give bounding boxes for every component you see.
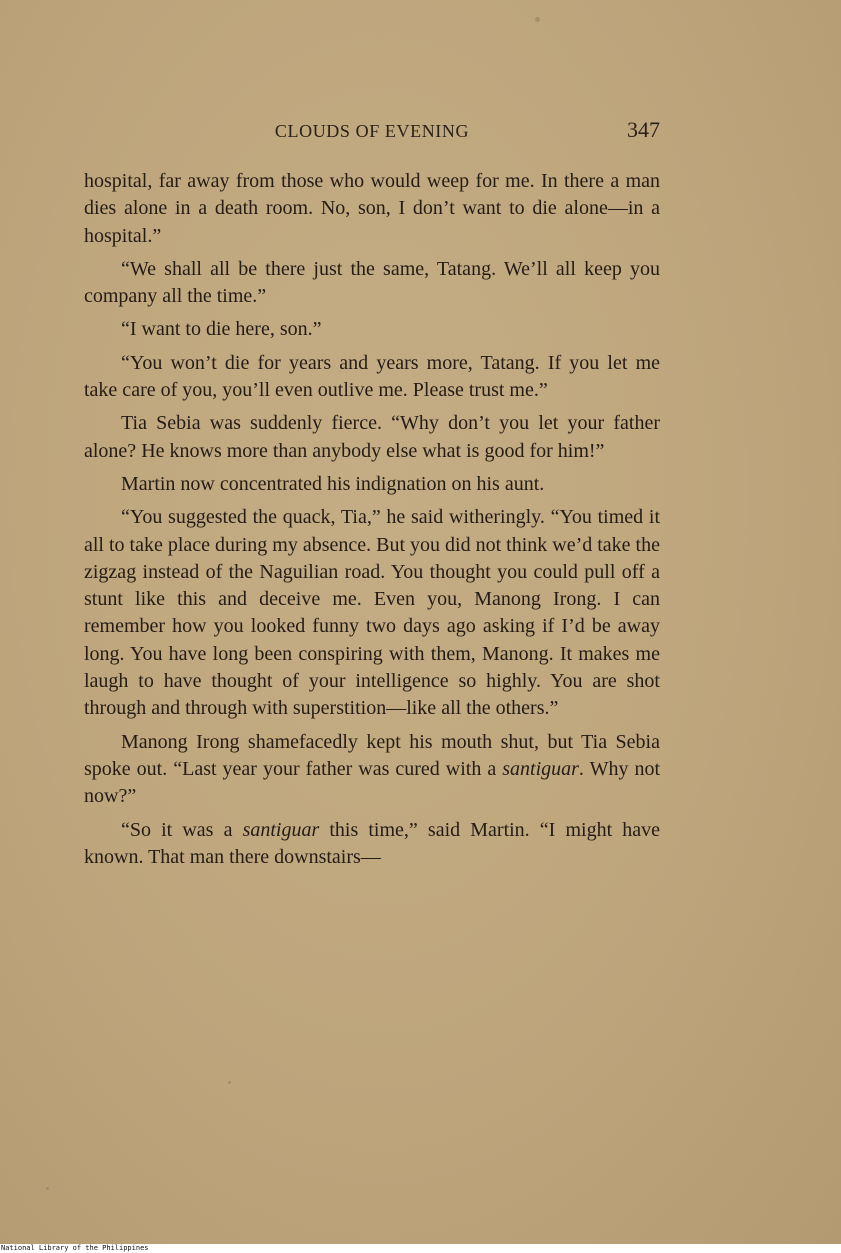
paragraph-text: this time,” said Martin. “I might have known. That man there downstairs— xyxy=(84,818,660,868)
paragraph: “You suggested the quack, Tia,” he said witheringly. “You timed it all to take place during my absence. But you did not think we’d take the zigzag instead of the Naguilian road. You thought you could pull off a stunt like this and deceive me. Even you, Manong Irong. I can remember how you looked funny two days ago asking if I’d be away long. You have long been conspiring with them, Manong. It makes me laugh to have thought of your intelligence so highly. You are shot through and through with superstition—like all the others.” xyxy=(84,506,660,720)
paragraph-text: “So it was a xyxy=(121,818,243,841)
paragraph: Martin now concentrated his indignation on his aunt. xyxy=(121,472,545,495)
paragraph-text: . Why not now?” xyxy=(84,757,661,808)
page-header xyxy=(84,117,660,147)
footer-strip xyxy=(0,1244,841,1253)
page-number: 347 xyxy=(627,117,660,142)
library-credit: National Library of the Philippines xyxy=(1,1244,149,1252)
paper-speck xyxy=(228,1081,231,1084)
italic-term: santiguar xyxy=(502,757,579,780)
running-title: CLOUDS OF EVENING xyxy=(274,121,470,141)
paragraph xyxy=(84,817,660,872)
paragraph-text: Manong Irong shamefacedly kept his mouth shut, but Tia Sebia spoke out. “Last year your father was cured with a xyxy=(84,730,660,780)
paragraph: “We shall all be there just the same, Tatang. We’ll all keep you company all the time.” xyxy=(84,257,660,308)
italic-term: santiguar xyxy=(242,818,320,841)
paragraph xyxy=(84,729,660,811)
paper-speck xyxy=(535,17,540,22)
paragraph: hospital, far away from those who would weep for me. In there a man dies alone in a death room. No, son, I don’t want to die alone—in a hospital.” xyxy=(84,170,660,247)
paragraph: “You won’t die for years and years more, Tatang. If you let me take care of you, you’ll even outlive me. Please trust me.” xyxy=(84,351,660,402)
paragraph: Tia Sebia was suddenly fierce. “Why don’t you let your father alone? He knows more than anybody else what is good for him!” xyxy=(84,412,660,462)
body-text xyxy=(84,168,660,877)
paper-speck xyxy=(46,1187,49,1190)
paragraph: “I want to die here, son.” xyxy=(121,318,322,341)
